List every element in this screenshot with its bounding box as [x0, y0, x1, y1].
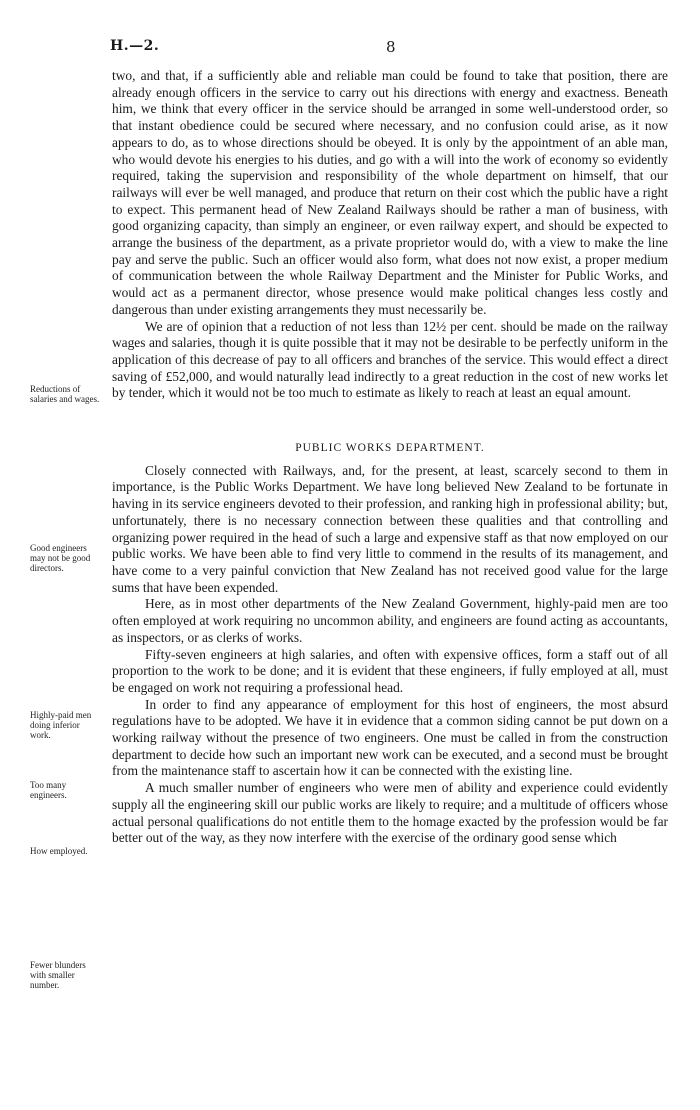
paragraph-6: In order to find any appearance of employment for this host of engineers, the most absurd regulations have to be adopted. We have it in evidence that a common siding cannot be put down on a working railway without the presence of two engineers. One must be called in from the construction department to decide how such an important new work can be executed, and a second must be brought from the maintenance staff to ascertain how it can be connected with the existing line. [112, 696, 668, 779]
paragraph-2: We are of opinion that a reduction of not less than 12½ per cent. should be made on the railway wages and salaries, though it is quite possible that it may not be desirable to be perfectly uniform in the application of this decrease of pay to all officers and branches of the service. This would effect a direct saving of £52,000, and would naturally lead indirectly to a great reduction in the cost of new works let by tender, which it would not be too much to estimate as likely to reach at least an equal amount. [112, 318, 668, 401]
paragraph-1: two, and that, if a sufficiently able and reliable man could be found to take that position, there are already enough officers in the service to carry out his directions with energy and exactness. Beneath him, we think that every officer in the service should be arranged in some well-understood order, so that instant obedience could be secured where necessary, and no confusion could arise, as it now appears to do, as to whose directions should be obeyed. It is only by the appointment of an able man, who would devote his energies to his duties, and go with a will into the work of economy so evidently required, taking the supervision and responsibility of the whole department on himself, that our railways will ever be well managed, and produce that return on their cost which the public have a right to expect. This permanent head of New Zealand Railways should be rather a man of business, with good organizing capacity, than simply an engineer, or even railway expert, and should be expected to arrange the business of the department, as a private proprietor would do, with a view to make the line pay and serve the public. Such an officer would also form, what does not now exist, a proper medium of communication between the whole Railway Department and the Minister for Public Works, and would act as a permanent director, whose presence would make political changes less costly and dangerous than under existing arrangements they must necessarily be. [112, 68, 668, 317]
page-number: 8 [386, 38, 396, 56]
section-heading: PUBLIC WORKS DEPARTMENT. [295, 442, 485, 455]
margin-note-fewer-blunders: Fewer blunders with smaller number. [30, 960, 86, 990]
page-header [0, 38, 700, 58]
margin-note-highly-paid: Highly-paid men doing inferior work. [30, 710, 92, 740]
margin-note-reductions: Reductions of salaries and wages. [30, 384, 100, 404]
paragraph-4: Here, as in most other departments of the New Zealand Government, highly-paid men are too often employed at work requiring no uncommon ability, and engineers are found acting as accountants, as inspectors, or as clerks of works. [112, 596, 668, 645]
body-text [112, 68, 668, 847]
paragraph-5: Fifty-seven engineers at high salaries, and often with expensive offices, form a staff out of all proportion to the work to be done; and it is evident that these engineers, if fully employed at all, must be engaged on work not requiring a professional head. [112, 646, 668, 695]
document-id: H.—2. [110, 38, 160, 54]
margin-note-how-employed: How employed. [30, 846, 88, 856]
paragraph-7: A much smaller number of engineers who were men of ability and experience could evidently supply all the engineering skill our public works are likely to require; and a multitude of officers whose actual personal qualifications do not entitle them to the homage exacted by the profession would be far better out of the way, as they now interfere with the exercise of the ordinary good sense which [112, 780, 668, 846]
margin-note-too-many: Too many engineers. [30, 780, 67, 800]
paragraph-3: Closely connected with Railways, and, for the present, at least, scarcely second to them in importance, is the Public Works Department. We have long believed New Zealand to be fortunate in having in its service engineers devoted to their profession, and ranking high in professional ability; but, unfortunately, there is no necessary connection between these qualities and that controlling and organizing power required in the head of such a large and expensive staff as that now employed on our public works. We have been able to find very little to commend in the results of its management, and have come to a very painful conviction that New Zealand has not received good value for the large sums that have been expended. [112, 462, 668, 595]
margin-note-good-engineers: Good engineers may not be good directors. [30, 543, 91, 573]
